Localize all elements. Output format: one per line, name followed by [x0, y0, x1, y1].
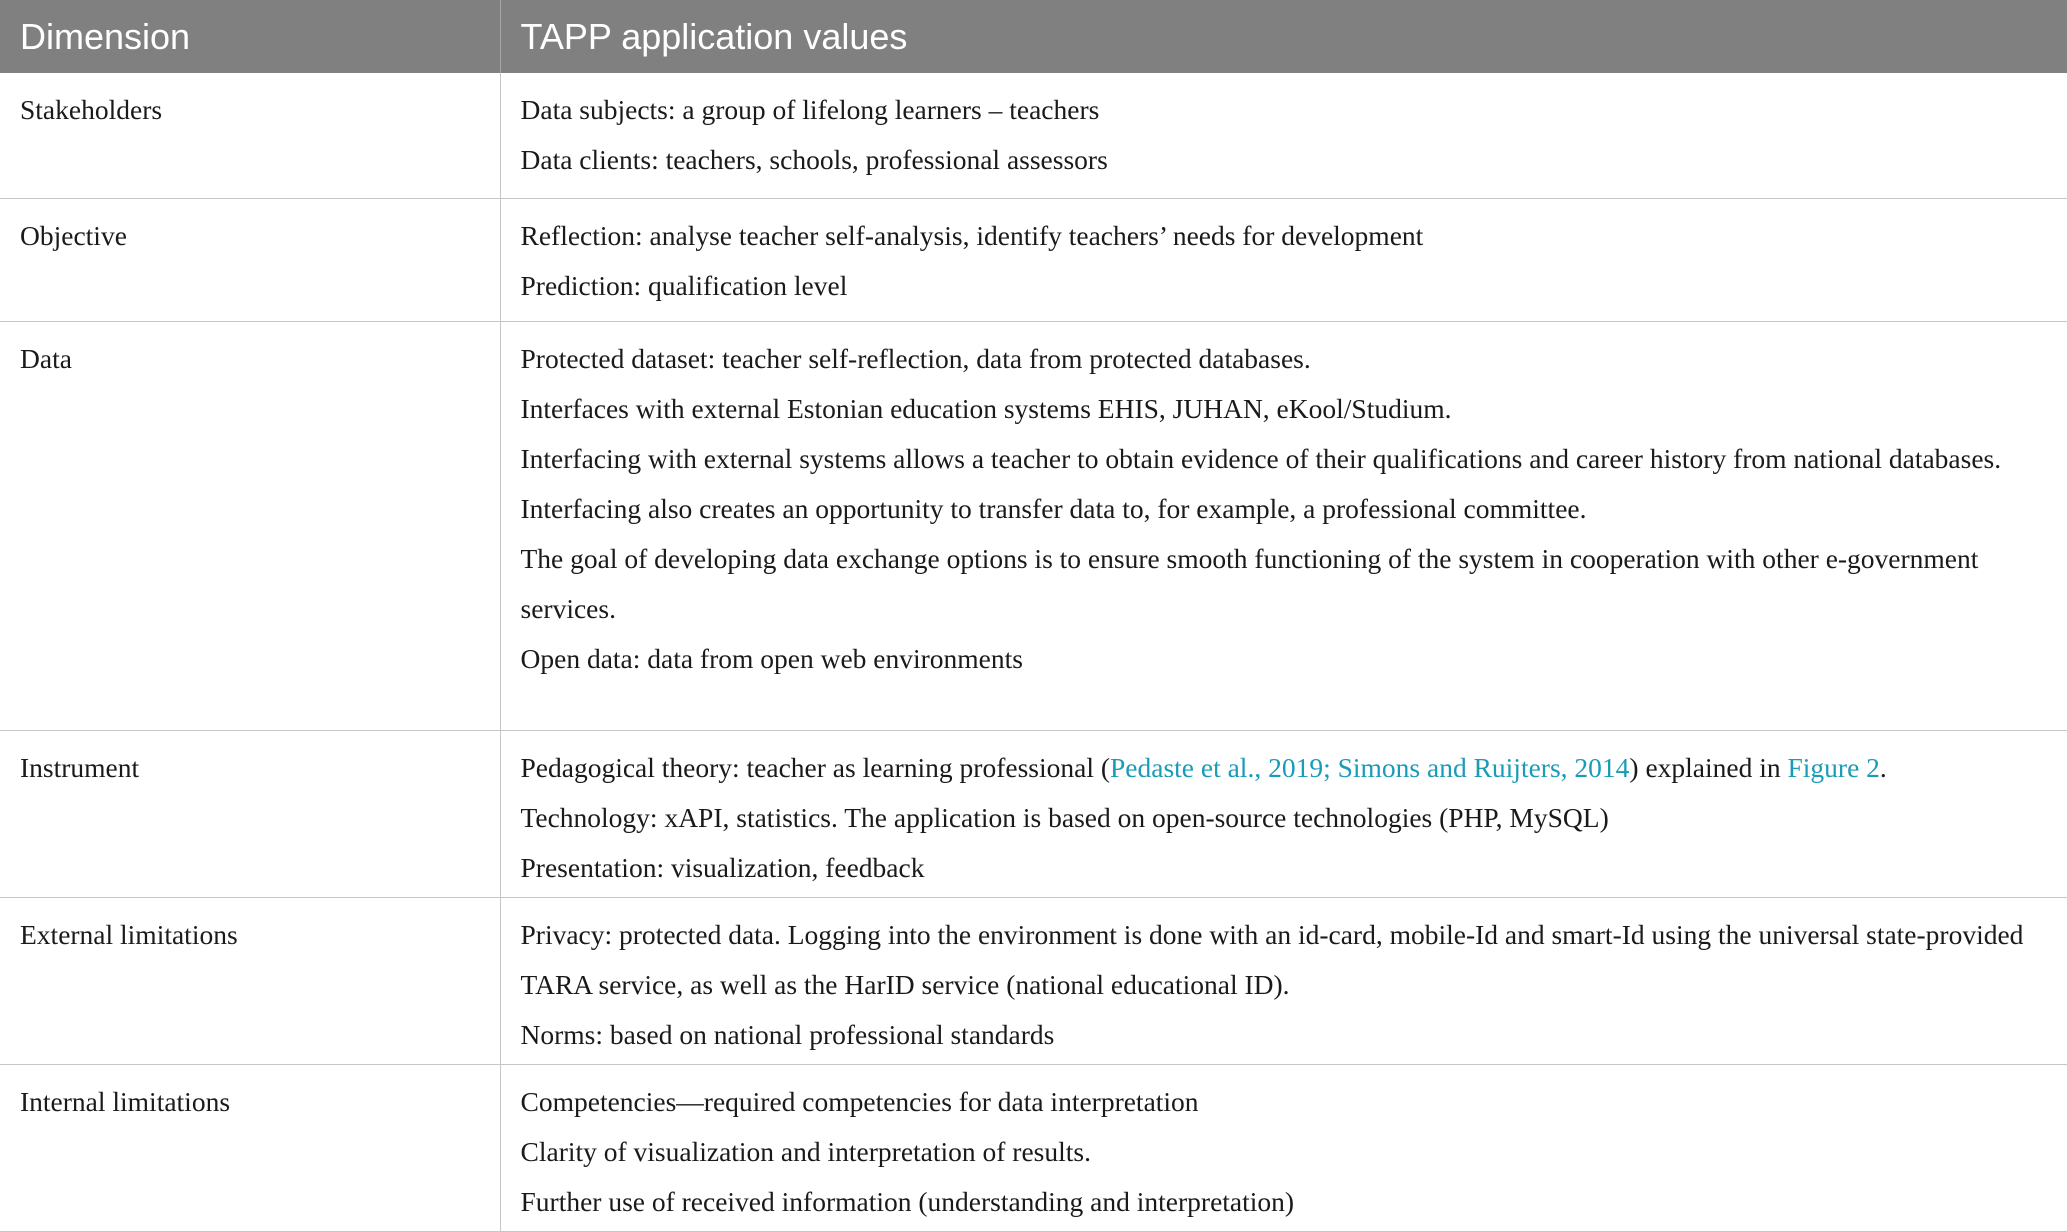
- value-line: Open data: data from open web environments: [520, 643, 1023, 674]
- table-row: [0, 322, 2067, 731]
- header-tapp-values: TAPP application values: [500, 0, 2067, 73]
- values-cell: [500, 73, 2067, 199]
- value-line: Clarity of visualization and interpretation of results.: [520, 1136, 1091, 1167]
- table-row: [0, 199, 2067, 322]
- value-line: [521, 743, 2032, 793]
- table-header: [0, 0, 2067, 73]
- table-row: [0, 731, 2067, 898]
- table-row: [0, 898, 2067, 1065]
- values-cell: [500, 898, 2067, 1065]
- theory-suffix: .: [1879, 752, 1887, 783]
- dimension-cell: External limitations: [0, 898, 500, 1065]
- value-line: Further use of received information (understanding and interpretation): [520, 1186, 1295, 1217]
- header-row: [0, 0, 2067, 73]
- header-dimension: Dimension: [0, 0, 500, 73]
- value-line: Prediction: qualification level: [520, 270, 848, 301]
- dimension-cell: Data: [0, 322, 500, 731]
- values-cell: [500, 731, 2067, 898]
- table-row: [0, 1065, 2067, 1232]
- table-body: [0, 73, 2067, 1232]
- dimension-cell: Internal limitations: [0, 1065, 500, 1232]
- theory-middle: ) explained in: [1629, 752, 1788, 783]
- values-cell: [500, 199, 2067, 322]
- value-line: Technology: xAPI, statistics. The application is based on open-source technologies (PHP, MySQL): [520, 802, 1609, 833]
- value-line: Presentation: visualization, feedback: [520, 852, 925, 883]
- value-line: Privacy: protected data. Logging into the environment is done with an id-card, mobile-Id and smart-Id using the universal state-provided TARA service, as well as the HarID service (national educational ID).: [520, 919, 2024, 1000]
- value-line: The goal of developing data exchange options is to ensure smooth functioning of the system in cooperation with other e-government services.: [520, 543, 1979, 624]
- dimension-cell: Objective: [0, 199, 500, 322]
- values-cell: [500, 1065, 2067, 1232]
- value-line: Interfaces with external Estonian education systems EHIS, JUHAN, eKool/Studium.: [520, 393, 1452, 424]
- dimension-cell: Instrument: [0, 731, 500, 898]
- dimension-cell: Stakeholders: [0, 73, 500, 199]
- value-line: Protected dataset: teacher self-reflection, data from protected databases.: [520, 343, 1311, 374]
- theory-prefix: Pedagogical theory: teacher as learning professional (: [520, 752, 1110, 783]
- value-line: Norms: based on national professional standards: [520, 1019, 1055, 1050]
- value-line: Data clients: teachers, schools, professional assessors: [520, 144, 1108, 175]
- value-line: Interfacing with external systems allows a teacher to obtain evidence of their qualifications and career history from national databases.: [520, 443, 2002, 474]
- citation-link[interactable]: Pedaste et al., 2019; Simons and Ruijters, 2014: [1110, 752, 1630, 783]
- value-line: Reflection: analyse teacher self-analysis, identify teachers’ needs for development: [520, 220, 1424, 251]
- values-cell: [500, 322, 2067, 731]
- table-row: [0, 73, 2067, 199]
- figure-2-link[interactable]: Figure 2: [1787, 752, 1880, 783]
- value-line: Competencies—required competencies for data interpretation: [520, 1086, 1199, 1117]
- value-line: Data subjects: a group of lifelong learners – teachers: [520, 94, 1100, 125]
- value-line: Interfacing also creates an opportunity to transfer data to, for example, a professional committee.: [520, 493, 1587, 524]
